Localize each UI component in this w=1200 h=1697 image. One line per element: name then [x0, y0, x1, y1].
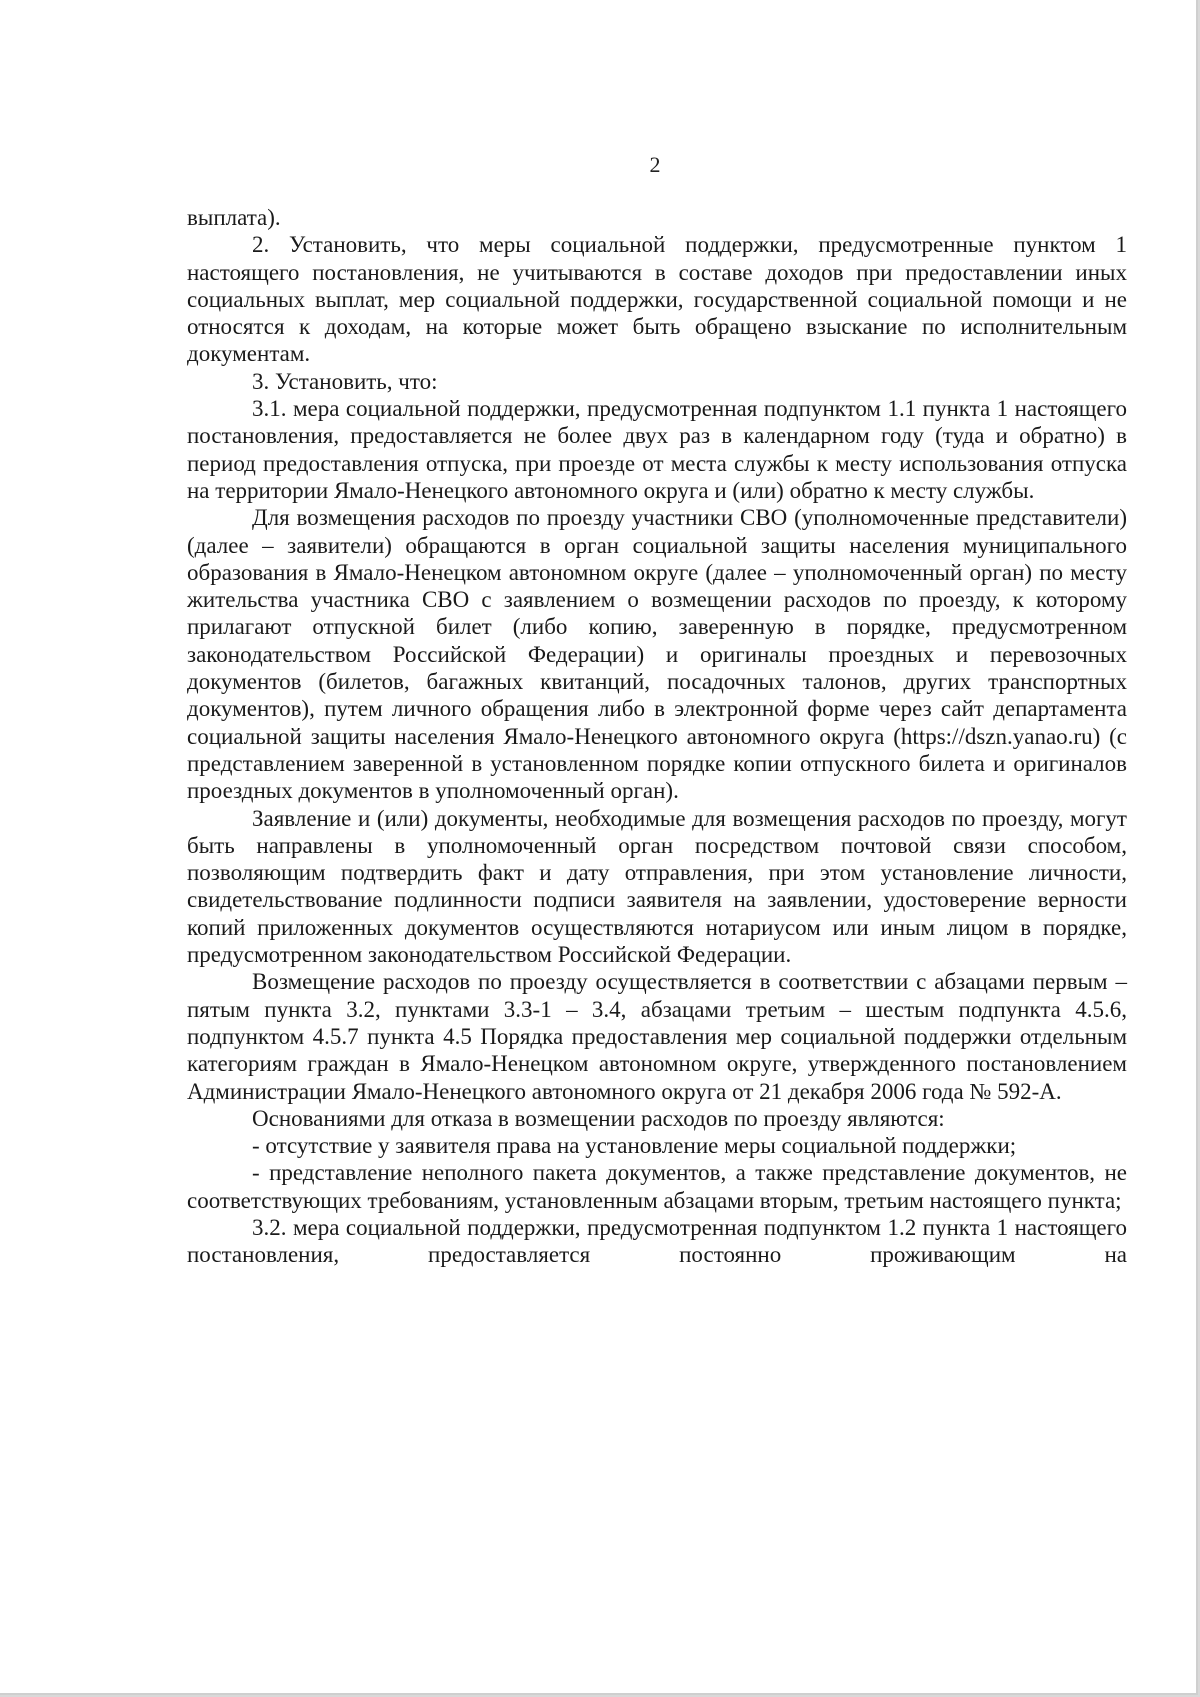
- page-number: 2: [649, 152, 661, 177]
- paragraph-item-3-1: 3.1. мера социальной поддержки, предусмотренная подпунктом 1.1 пункта 1 настоящего постановления, предоставляется не более двух раз в календарном году (туда и обратно) в период предоставления отпуска, при проезде от места службы к месту использования отпуска на территории Ямало-Ненецкого автономного округа и (или) обратно к месту службы.: [187, 396, 1127, 503]
- document-body: [187, 204, 1127, 1269]
- list-item-refusal-1: - отсутствие у заявителя права на установление меры социальной поддержки;: [252, 1133, 1017, 1159]
- paragraph-reimbursement-basis: Возмещение расходов по проезду осуществляется в соответствии с абзацами первым – пятым пункта 3.2, пунктами 3.3-1 – 3.4, абзацами третьим – шестым подпункта 4.5.6, подпунктом 4.5.7 пункта 4.5 Порядка предоставления мер социальной поддержки отдельным категориям граждан в Ямало-Ненецком автономном округе, утвержденного постановлением Администрации Ямало-Ненецкого автономного округа от 21 декабря 2006 года № 592-А.: [187, 969, 1127, 1104]
- list-item-refusal-2: - представление неполного пакета документов, а также представление документов, не соответствующих требованиям, установленным абзацами вторым, третьим настоящего пункта;: [187, 1160, 1127, 1213]
- paragraph-postal-submission: Заявление и (или) документы, необходимые для возмещения расходов по проезду, могут быть направлены в уполномоченный орган посредством почтовой связи способом, позволяющим подтвердить факт и дату отправления, при этом установление личности, свидетельствование подлинности подписи заявителя на заявлении, удостоверение верности копий приложенных документов осуществляются нотариусом или иным лицом в порядке, предусмотренном законодательством Российской Федерации.: [187, 805, 1127, 968]
- paragraph-refusal-grounds: Основаниями для отказа в возмещении расходов по проезду являются:: [252, 1105, 945, 1131]
- paragraph-item-3-2: 3.2. мера социальной поддержки, предусмотренная подпунктом 1.2 пункта 1 настоящего постановления, предоставляется постоянно проживающим на: [187, 1214, 1127, 1268]
- paragraph-item-3: 3. Установить, что:: [252, 368, 438, 394]
- paragraph-reimbursement-procedure: Для возмещения расходов по проезду участники СВО (уполномоченные представители) (далее – заявители) обращаются в орган социальной защиты населения муниципального образования в Ямало-Ненецком автономном округе (далее – уполномоченный орган) по месту жительства участника СВО с заявлением о возмещении расходов по проезду, к которому прилагают отпускной билет (либо копию, заверенную в порядке, предусмотренном законодательством Российской Федерации) и оригиналы проездных и перевозочных документов (билетов, багажных квитанций, посадочных талонов, других транспортных документов), путем личного обращения либо в электронной форме через сайт департамента социальной защиты населения Ямало-Ненецкого автономного округа (https://dszn.yanao.ru) (с представлением заверенной в установленном порядке копии отпускного билета и оригиналов проездных документов в уполномоченный орган).: [187, 505, 1127, 804]
- paragraph-item-2: 2. Установить, что меры социальной поддержки, предусмотренные пунктом 1 настоящего постановления, не учитываются в составе доходов при предоставлении иных социальных выплат, мер социальной поддержки, государственной социальной помощи и не относятся к доходам, на которые может быть обращено взыскание по исполнительным документам.: [187, 232, 1127, 367]
- paragraph-continuation: выплата).: [187, 205, 281, 230]
